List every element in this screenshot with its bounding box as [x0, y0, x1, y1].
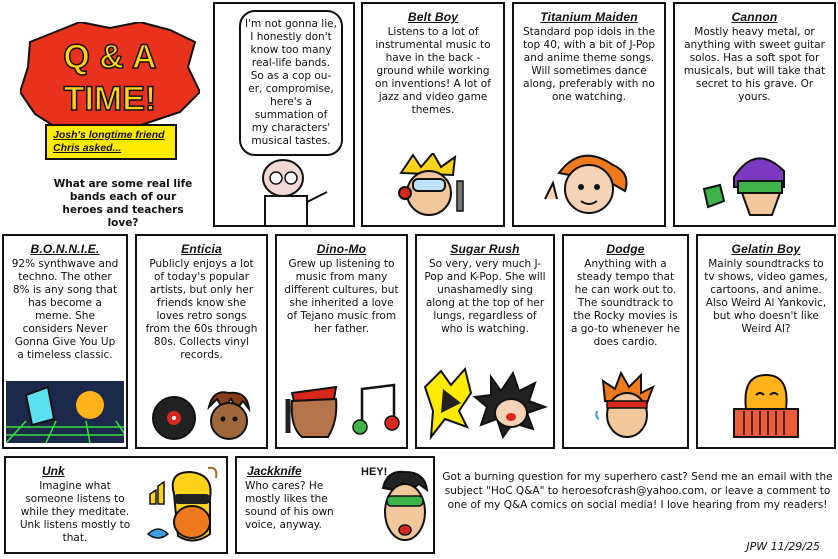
panel-sugar-rush: [415, 234, 555, 449]
qa-title-line1: Q & A: [63, 38, 157, 76]
panel-text: Who cares? He mostly likes the sound of his own voice, anyway.: [245, 480, 334, 531]
jackknife-shout: HEY!: [361, 466, 388, 478]
titanium-maiden-art: [514, 143, 664, 219]
gelatin-boy-art: [698, 369, 834, 441]
panel-belt-boy: [361, 2, 505, 227]
qa-title-burst: [20, 22, 200, 132]
unk-figure: [144, 464, 226, 550]
vinyl-record-icon: [151, 395, 197, 441]
sugar-rush-art: [417, 367, 553, 441]
panel-title: Gelatin Boy: [731, 242, 801, 256]
panel-titanium-maiden: [512, 2, 666, 227]
enticia-art: [137, 389, 266, 441]
panel-dino-mo: [275, 234, 408, 449]
panel-title: Titanium Maiden: [540, 10, 638, 24]
cannon-art: [675, 141, 834, 219]
panel-dodge: [562, 234, 689, 449]
friend-line1: Josh's longtime friend: [53, 129, 165, 141]
bonnie-art: [4, 381, 126, 443]
titanium-maiden-figure: [541, 143, 637, 219]
panel-cannon: [673, 2, 836, 227]
panel-title: Sugar Rush: [450, 242, 520, 256]
belt-boy-figure: [393, 153, 473, 219]
intro-question: What are some real life bands each of our heroes and teachers love?: [53, 178, 193, 229]
panel-jackknife: [235, 456, 435, 554]
panel-title: Unk: [42, 464, 65, 478]
panel-enticia: [135, 234, 268, 449]
dino-mo-face: [284, 377, 344, 441]
panel-text: Publicly enjoys a lot of today's popular artists, but only her friends know she loves retro songs from the 60s through 80s. Collects vinyl records.: [145, 258, 258, 361]
narrator-figure: [243, 154, 333, 226]
belt-boy-art: [363, 153, 503, 219]
footer-message: Got a burning question for my superhero cast? Send me an email with the subject "HoC Q&A" to heroesofcrash@yahoo.com, or leave a comment to one of my Q&A comics on social media! I love hearing from my readers!: [442, 471, 833, 511]
panel-text: Mainly soundtracks to tv shows, video games, cartoons, and anime. Also Weird Al Yankovic, but who doesn't like Weird Al?: [704, 258, 828, 335]
panel-bonnie: [2, 234, 128, 449]
panel-title: Jackknife: [247, 464, 302, 478]
cannon-figure: [700, 141, 810, 219]
panel-text: 92% synthwave and techno. The other 8% is any song that has become a meme. She considers Never Gonna Give You Up a timeless classic.: [11, 258, 119, 361]
gelatin-boy-figure: [726, 369, 806, 441]
friend-line2: Chris asked...: [53, 142, 122, 154]
dodge-art: [564, 371, 687, 441]
synthwave-scene: [6, 381, 124, 443]
qa-title-line2: TIME!: [63, 80, 157, 118]
music-note-icon: [350, 381, 400, 441]
panel-title: Dodge: [606, 242, 645, 256]
panel-unk: [4, 456, 228, 554]
panel-text: Imagine what someone listens to while they meditate. Unk listens mostly to that.: [19, 480, 131, 544]
narrator-bubble: I'm not gonna lie, I honestly don't know too many real-life bands. So as a cop ou- er, compromise, here's a summation of my characters' musical tastes.: [239, 10, 343, 156]
panel-text: Standard pop idols in the top 40, with a bit of J-Pop and anime theme songs. Will sometimes dance along, preferably with no one watching.: [522, 26, 656, 103]
panel-text: So very, very much J-Pop and K-Pop. She will unashamedly sing along at the top of her lungs, regardless of who is watching.: [424, 258, 546, 335]
panel-text: Listens to a lot of instrumental music to have in the back -ground while working on inventions! A lot of jazz and video game themes.: [375, 26, 491, 116]
narrator-panel: [213, 2, 355, 227]
dino-mo-art: [277, 377, 406, 441]
signature: JPW 11/29/25: [746, 540, 820, 553]
enticia-face: [203, 389, 253, 441]
panel-title: Dino-Mo: [316, 242, 367, 256]
jackknife-face: [375, 468, 433, 552]
panel-text: Mostly heavy metal, or anything with sweet guitar solos. Has a soft spot for musicals, but will take that secret to his grave. Or yours.: [683, 26, 826, 103]
panel-gelatin-boy: [696, 234, 836, 449]
panel-text: Grew up listening to music from many different cultures, but she inherited a love of Tejano music from her father.: [284, 258, 399, 335]
sugar-rush-figure: [421, 367, 549, 441]
panel-title: Belt Boy: [407, 10, 459, 24]
friend-box: [45, 124, 177, 160]
panel-title: Enticia: [181, 242, 222, 256]
panel-title: B.O.N.N.I.E.: [30, 242, 100, 256]
panel-text: Anything with a steady tempo that he can work out to. The soundtrack to the Rocky movies is a go-to whenever he does cardio.: [571, 258, 680, 348]
dodge-face: [591, 371, 661, 441]
panel-title: Cannon: [731, 10, 778, 24]
